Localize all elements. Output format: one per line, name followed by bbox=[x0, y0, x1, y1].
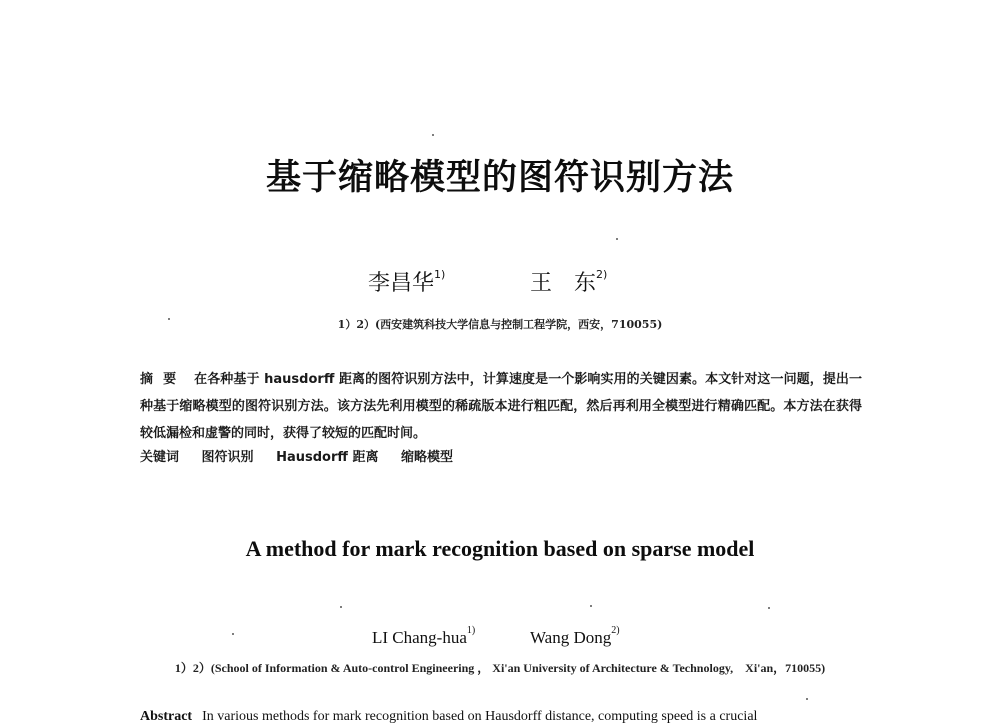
paper-title-english: A method for mark recognition based on sparse model bbox=[245, 536, 755, 561]
abstract-label: Abstract bbox=[140, 709, 193, 723]
keywords-label: 关键词 bbox=[140, 450, 180, 465]
scan-speck bbox=[232, 633, 234, 635]
keyword-item: 缩略模型 bbox=[400, 450, 453, 465]
author-affiliation-mark: 2) bbox=[596, 267, 608, 281]
scan-speck bbox=[590, 605, 592, 607]
author-affiliation-mark: 1) bbox=[466, 625, 476, 637]
scan-speck bbox=[616, 238, 618, 240]
paper-title-chinese: 基于缩略模型的图符识别方法 bbox=[265, 158, 734, 198]
abstract-text: 在各种基于 hausdorff 距离的图符识别方法中，计算速度是一个影响实用的关键因素。本文针对这一问题，提出一种基于缩略模型的图符识别方法。该方法先利用模型的稀疏版本进行粗匹配，然后再利用全模型进行精确匹配。本方法在获得较低漏检和虚警的同时，获得了较短的匹配时间。 bbox=[140, 372, 862, 441]
author-name: 王 东 bbox=[530, 271, 597, 296]
abstract-text: In various methods for mark recognition based on Hausdorff distance, computing speed is a crucial bbox=[202, 709, 758, 723]
author-name: LI Chang-hua bbox=[372, 628, 467, 647]
affiliation-english: 1）2）(School of Information & Auto-control Engineering ， Xi'an University of Architecture & Technology, Xi'an，710055) bbox=[174, 661, 826, 675]
author-list-english bbox=[372, 625, 620, 648]
scan-speck bbox=[340, 606, 342, 608]
keywords-chinese bbox=[140, 446, 453, 465]
scan-speck bbox=[432, 134, 434, 136]
scan-speck bbox=[806, 698, 808, 700]
abstract-label: 摘要 bbox=[140, 372, 187, 387]
abstract-chinese bbox=[140, 366, 862, 447]
author-name: Wang Dong bbox=[530, 628, 612, 647]
affiliation-chinese: 1）2）(西安建筑科技大学信息与控制工程学院，西安，710055) bbox=[337, 318, 663, 331]
author-affiliation-mark: 1) bbox=[434, 267, 446, 281]
scan-speck bbox=[768, 607, 770, 609]
keyword-item: Hausdorff 距离 bbox=[276, 450, 379, 465]
abstract-english bbox=[140, 709, 862, 723]
author-affiliation-mark: 2) bbox=[611, 625, 620, 637]
author-list-chinese bbox=[368, 266, 608, 297]
author-name: 李昌华 bbox=[368, 271, 435, 296]
keyword-item: 图符识别 bbox=[201, 450, 254, 465]
